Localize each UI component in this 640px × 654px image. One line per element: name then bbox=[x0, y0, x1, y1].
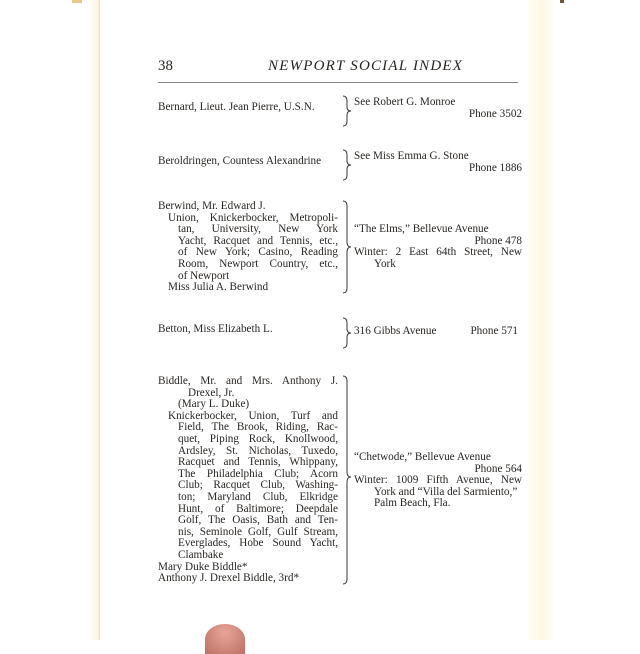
family-member: Miss Julia A. Berwind bbox=[168, 281, 269, 294]
club-line: Union, Knickerbocker, Metropoli- bbox=[168, 211, 338, 224]
header-rule bbox=[158, 82, 518, 83]
club-line: Ardsley, St. Nicholas, Tuxedo, bbox=[178, 444, 338, 457]
name-line: Berwind, Mr. Edward J. bbox=[158, 200, 266, 212]
brace-icon bbox=[342, 317, 352, 349]
club-line: ton; Maryland Club, Elkridge bbox=[178, 490, 338, 503]
phone-number: Phone 478 bbox=[474, 234, 522, 247]
page-header bbox=[158, 58, 518, 78]
brace-icon bbox=[342, 200, 352, 294]
winter-address-line: Palm Beach, Fla. bbox=[374, 497, 451, 510]
address-line: See Miss Emma G. Stone bbox=[354, 150, 469, 162]
entry-address bbox=[354, 452, 522, 510]
name-line: Beroldringen, Countess Alexandrine bbox=[158, 155, 322, 167]
thumb-photo-artifact bbox=[205, 624, 245, 654]
phone-number: Phone 1886 bbox=[468, 161, 522, 174]
page-number: 38 bbox=[158, 58, 173, 74]
address-line: See Robert G. Monroe bbox=[354, 96, 456, 108]
club-line: Everglades, Hobe Sound Yacht, bbox=[178, 537, 338, 550]
address-line: “The Elms,” Bellevue Avenue bbox=[354, 223, 489, 235]
club-line: of New York; Casino, Reading bbox=[178, 246, 338, 259]
club-line: nis, Seminole Golf, Gulf Stream, bbox=[178, 525, 338, 538]
name-line: Drexel, Jr. bbox=[188, 386, 235, 399]
winter-address-line: Winter: 2 East 64th Street, New bbox=[354, 246, 522, 259]
entry-name bbox=[158, 376, 338, 585]
entry-address bbox=[354, 151, 522, 174]
winter-address-line: York bbox=[374, 257, 396, 270]
entry-name bbox=[158, 201, 338, 294]
page-edge-shadow bbox=[528, 0, 554, 640]
club-line: Knickerbocker, Union, Turf and bbox=[168, 409, 338, 422]
entry-name bbox=[158, 324, 338, 336]
phone-number: Phone 3502 bbox=[468, 107, 522, 120]
club-line: The Philadelphia Club; Acorn bbox=[178, 467, 338, 480]
club-line: Field, The Brook, Riding, Rac- bbox=[178, 421, 338, 434]
address-line: “Chetwode,” Bellevue Avenue bbox=[354, 451, 491, 463]
brace-icon bbox=[342, 375, 352, 585]
club-line: Room, Newport Country, etc., bbox=[178, 257, 338, 270]
club-line: Club; Racquet Club, Washing- bbox=[178, 479, 338, 492]
phone-number: Phone 571 bbox=[470, 325, 518, 337]
entry-name bbox=[158, 156, 338, 168]
entry-address bbox=[354, 97, 522, 120]
page-gutter-line bbox=[99, 0, 100, 640]
address-line: 316 Gibbs Avenue bbox=[354, 325, 437, 337]
phone-number: Phone 564 bbox=[474, 462, 522, 475]
brace-icon bbox=[342, 149, 352, 181]
running-title: NEWPORT SOCIAL INDEX bbox=[268, 58, 464, 74]
name-line: Bernard, Lieut. Jean Pierre, U.S.N. bbox=[158, 101, 315, 113]
club-line: Clambake bbox=[178, 548, 224, 561]
entry-name bbox=[158, 102, 338, 114]
club-line: tan, University, New York bbox=[178, 223, 338, 236]
entry-address bbox=[354, 224, 522, 270]
entry-address bbox=[354, 326, 522, 338]
winter-address-line: York and “Villa del Sarmiento,” bbox=[374, 485, 518, 498]
name-line: Biddle, Mr. and Mrs. Anthony J. bbox=[158, 375, 338, 387]
page-corner-tab bbox=[72, 0, 82, 3]
winter-address-line: Winter: 1009 Fifth Avenue, New bbox=[354, 474, 522, 487]
name-line: Betton, Miss Elizabeth L. bbox=[158, 323, 273, 335]
club-line: of Newport bbox=[178, 269, 230, 282]
brace-icon bbox=[342, 95, 352, 127]
maiden-name: (Mary L. Duke) bbox=[178, 398, 250, 411]
family-member: Anthony J. Drexel Biddle, 3rd* bbox=[158, 572, 300, 585]
page-corner-mark bbox=[560, 0, 564, 3]
club-line: Hunt, of Baltimore; Deepdale bbox=[178, 502, 338, 515]
club-line: Golf, The Oasis, Bath and Ten- bbox=[178, 514, 338, 527]
family-member: Mary Duke Biddle* bbox=[158, 560, 248, 573]
club-line: Yacht, Racquet and Tennis, etc., bbox=[178, 234, 338, 247]
club-line: quet, Piping Rock, Knollwood, bbox=[178, 432, 338, 445]
club-line: Racquet and Tennis, Whippany, bbox=[178, 456, 338, 469]
